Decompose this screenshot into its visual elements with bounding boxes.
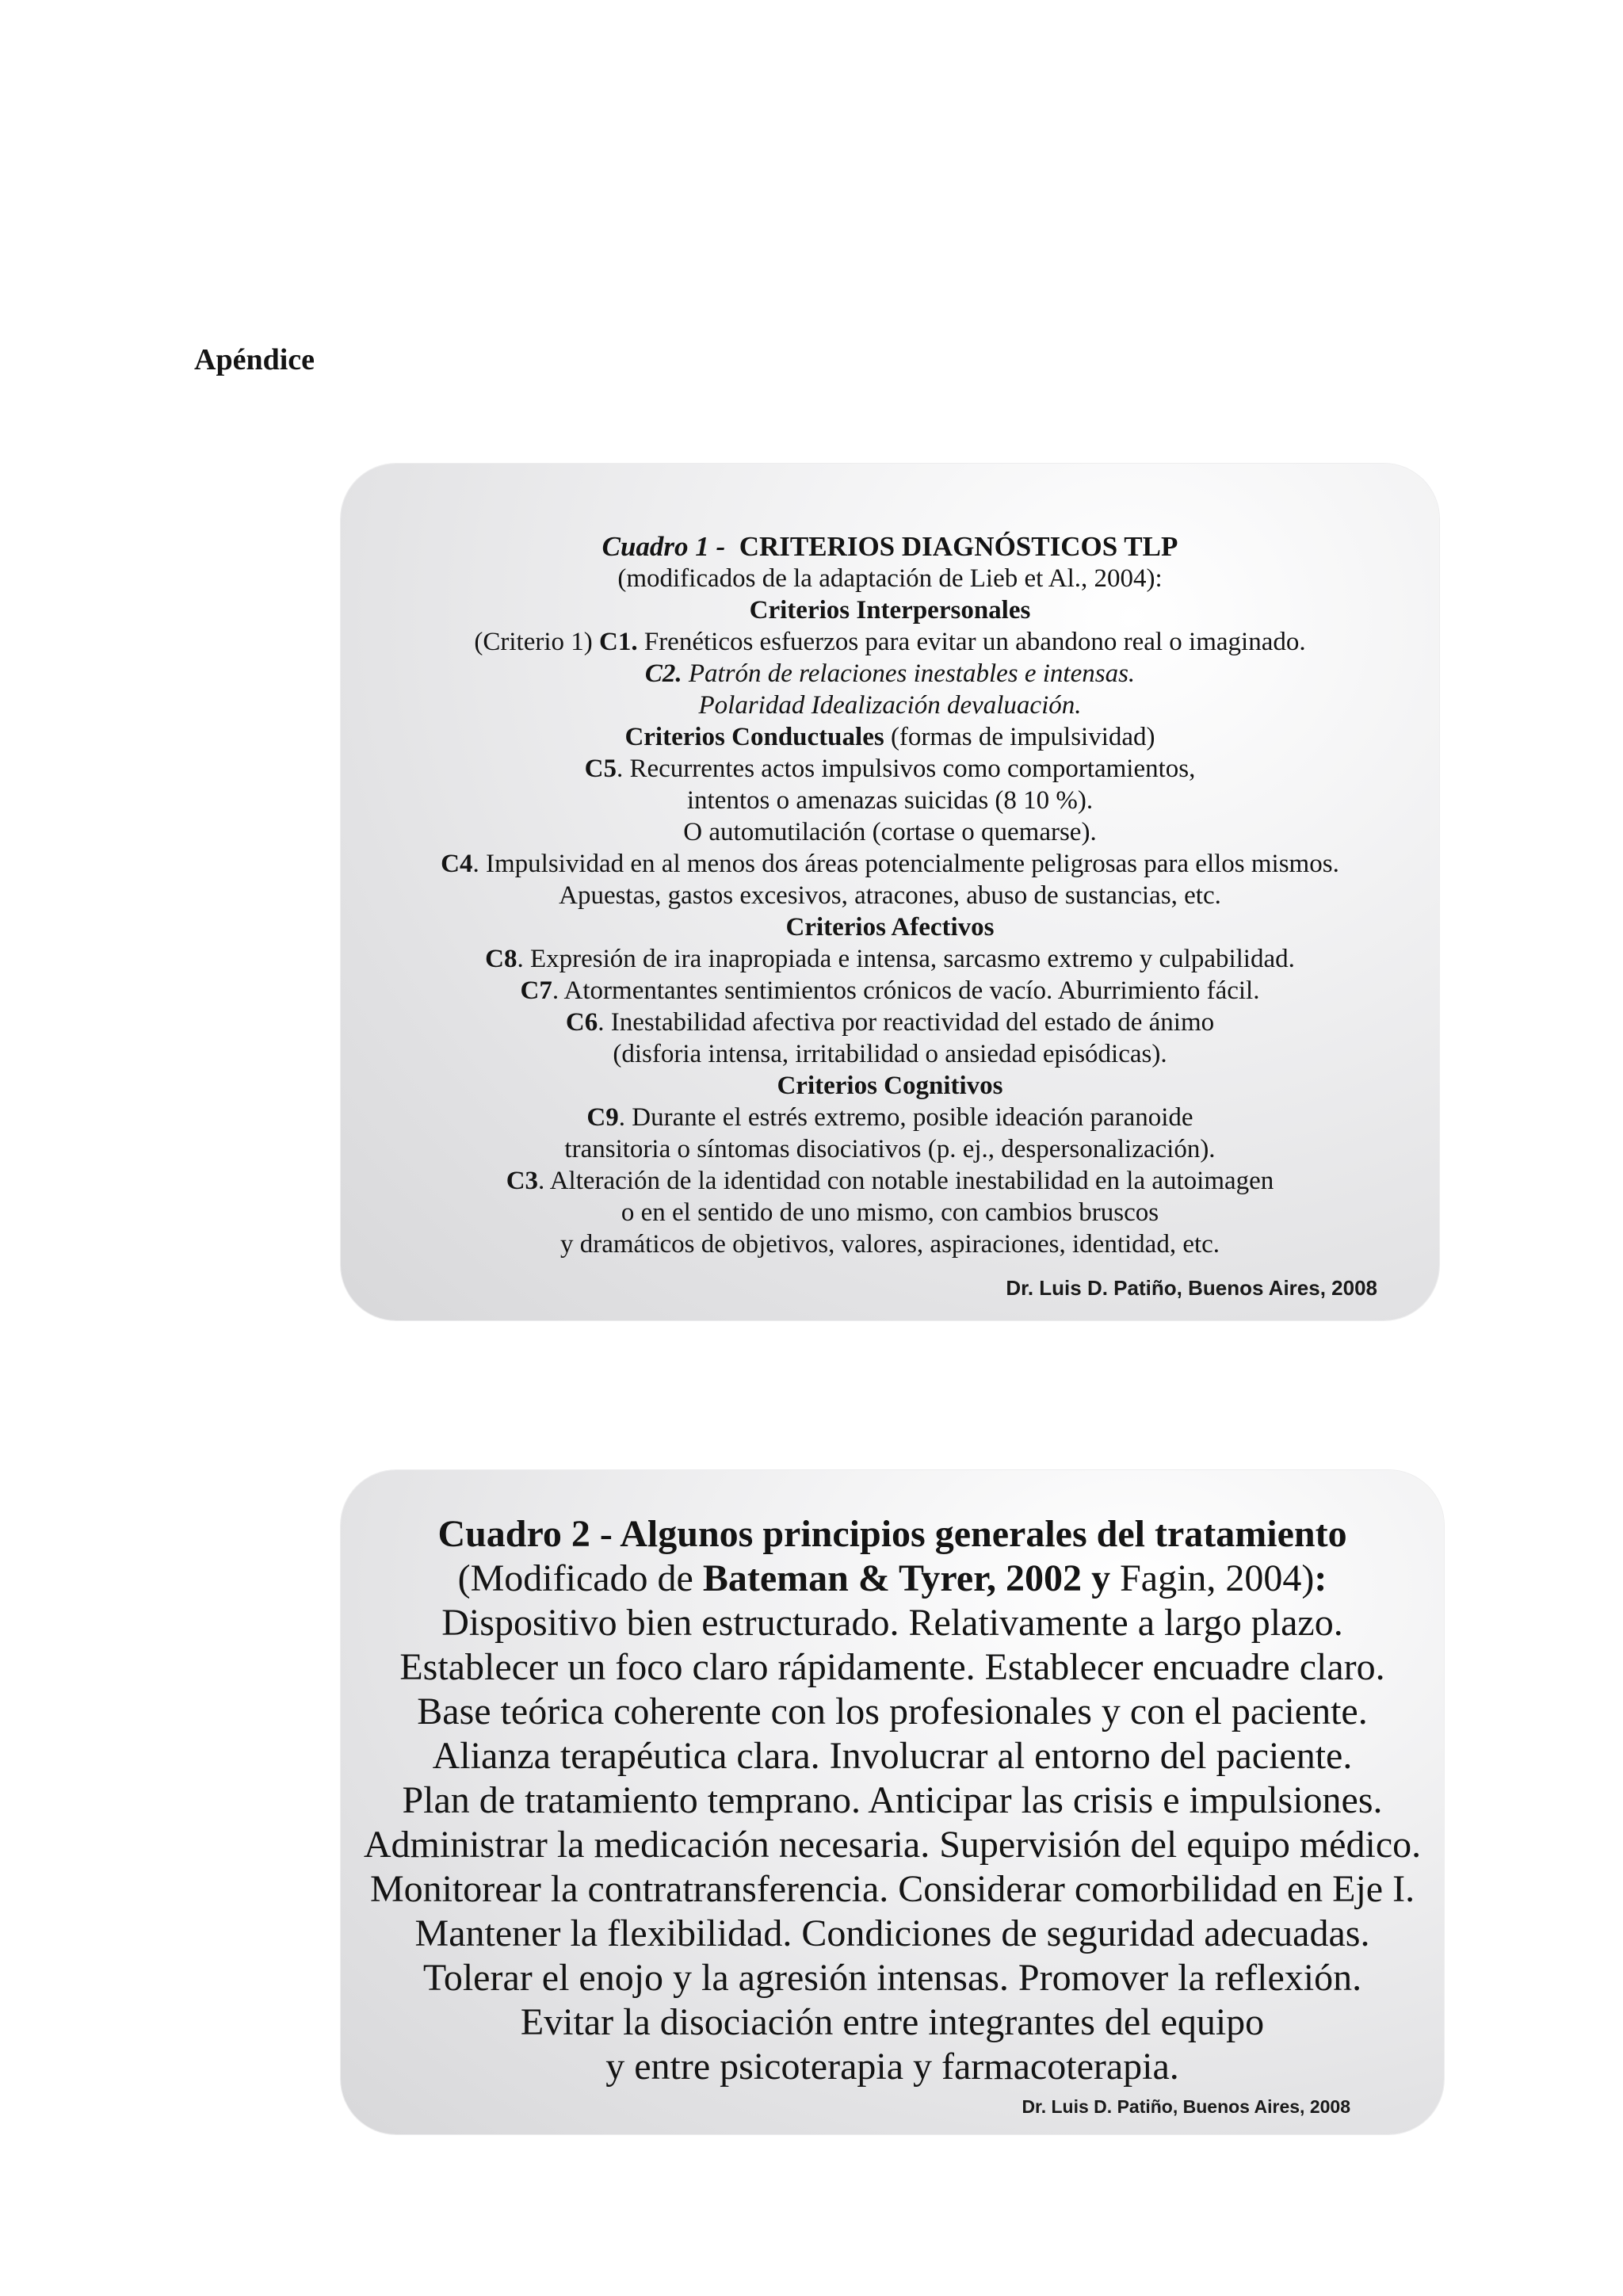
principle-line: Tolerar el enojo y la agresión intensas. Promover la reflexión. [422,1957,1362,1999]
criterion-c8 [341,943,1439,975]
section-afectivos: Criterios Afectivos [785,913,995,942]
criterion-c9-code: C9 [586,1103,619,1132]
section-interpersonales: Criterios Interpersonales [749,596,1031,625]
cuadro-2-credit: Dr. Luis D. Patiño, Buenos Aires, 2008 [1022,2096,1350,2117]
principle-line: Administrar la medicación necesaria. Supervisión del equipo médico. [363,1824,1422,1866]
cuadro-2-subtitle-authors: Bateman & Tyrer, 2002 [702,1557,1083,1599]
criterion-c5 [341,753,1439,785]
cuadro-1-box [341,464,1439,1320]
criterion-c5-text: . Recurrentes actos impulsivos como comportamientos, [616,755,1196,783]
criterion-c1-code: C1. [599,628,638,656]
criterion-c4 [341,848,1439,880]
principle-line: Evitar la disociación entre integrantes del equipo [520,2001,1265,2043]
criterion-c8-text: . Expresión de ira inapropiada e intensa, sarcasmo extremo y culpabilidad. [517,945,1295,973]
section-cognitivos: Criterios Cognitivos [777,1072,1003,1100]
principle-line: Establecer un foco claro rápidamente. Establecer encuadre claro. [399,1646,1385,1688]
criterion-c1 [341,626,1439,658]
principle-line: Dispositivo bien estructurado. Relativamente a largo plazo. [441,1602,1343,1644]
cuadro-1-subtitle: (modificados de la adaptación de Lieb et Al., 2004): [617,564,1163,593]
criterion-c1-text: Frenéticos esfuerzos para evitar un abandono real o imaginado. [643,628,1306,656]
criterion-c2-text: Patrón de relaciones inestables e intensas. [688,659,1136,688]
criterion-c5-text2: intentos o amenazas suicidas (8 10 %). [686,786,1094,815]
principle-line: Mantener la flexibilidad. Condiciones de seguridad adecuadas. [414,1912,1370,1954]
principle-line: Monitorear la contratransferencia. Considerar comorbilidad en Eje I. [369,1868,1415,1910]
page-heading: Apéndice [194,343,315,376]
criterion-c1-prefix: (Criterio 1) [474,628,593,656]
criterion-c9-text2: transitoria o síntomas disociativos (p. ej., despersonalización). [564,1135,1216,1163]
criterion-c9 [341,1102,1439,1133]
criterion-c7 [341,975,1439,1007]
cuadro-1-content [341,531,1439,1260]
cuadro-1-credit: Dr. Luis D. Patiño, Buenos Aires, 2008 [1006,1276,1377,1300]
criterion-c6-text: . Inestabilidad afectiva por reactividad del estado de ánimo [598,1008,1215,1037]
cuadro-1-title [341,531,1439,563]
cuadro-2-subtitle-colon: : [1314,1557,1327,1599]
section-conductuales-note: (formas de impulsividad) [890,723,1155,751]
principle-line: Alianza terapéutica clara. Involucrar al entorno del paciente. [432,1735,1353,1777]
criterion-c2-code: C2. [644,659,682,688]
criterion-c5-text3: O automutilación (cortase o quemarse). [683,818,1097,846]
cuadro-2-content [341,1512,1444,2089]
criterion-c4-code: C4 [441,850,473,878]
section-conductuales-title: Criterios Conductuales [624,723,884,751]
cuadro-1-title-main: CRITERIOS DIAGNÓSTICOS TLP [739,531,1178,562]
cuadro-2-subtitle-and: y [1082,1557,1121,1599]
cuadro-1-title-prefix: Cuadro 1 - [601,531,726,562]
cuadro-2-subtitle-fagin: Fagin, 2004) [1120,1557,1315,1599]
criterion-c3-text2: o en el sentido de uno mismo, con cambios bruscos [621,1198,1159,1227]
criterion-c6 [341,1007,1439,1038]
criterion-c9-text: . Durante el estrés extremo, posible ideación paranoide [618,1103,1193,1132]
cuadro-2-subtitle [341,1557,1444,1601]
criterion-c3-code: C3 [506,1167,539,1195]
cuadro-2-title: Cuadro 2 - Algunos principios generales del tratamiento [437,1513,1347,1555]
criterion-c5-code: C5 [584,755,617,783]
criterion-c4-text: . Impulsividad en al menos dos áreas potencialmente peligrosas para ellos mismos. [472,850,1339,878]
criterion-c6-text2: (disforia intensa, irritabilidad o ansiedad episódicas). [613,1040,1167,1068]
criterion-c2 [341,658,1439,690]
section-conductuales [341,721,1439,753]
criterion-c3-text3: y dramáticos de objetivos, valores, aspiraciones, identidad, etc. [559,1230,1220,1259]
criterion-c2-text2: Polaridad Idealización devaluación. [698,691,1082,720]
criterion-c4-text2: Apuestas, gastos excesivos, atracones, abuso de sustancias, etc. [559,881,1221,910]
principle-line: y entre psicoterapia y farmacoterapia. [605,2046,1179,2088]
criterion-c3 [341,1165,1439,1197]
principle-line: Plan de tratamiento temprano. Anticipar las crisis e impulsiones. [402,1779,1383,1821]
criterion-c7-text: . Atormentantes sentimientos crónicos de vacío. Aburrimiento fácil. [552,976,1260,1005]
criterion-c8-code: C8 [485,945,517,973]
cuadro-2-subtitle-a: (Modificado de [457,1557,703,1599]
criterion-c3-text: . Alteración de la identidad con notable inestabilidad en la autoimagen [538,1167,1274,1195]
principle-line: Base teórica coherente con los profesionales y con el paciente. [417,1690,1368,1733]
cuadro-2-box [341,1470,1444,2134]
criterion-c6-code: C6 [565,1008,598,1037]
criterion-c7-code: C7 [520,976,552,1005]
